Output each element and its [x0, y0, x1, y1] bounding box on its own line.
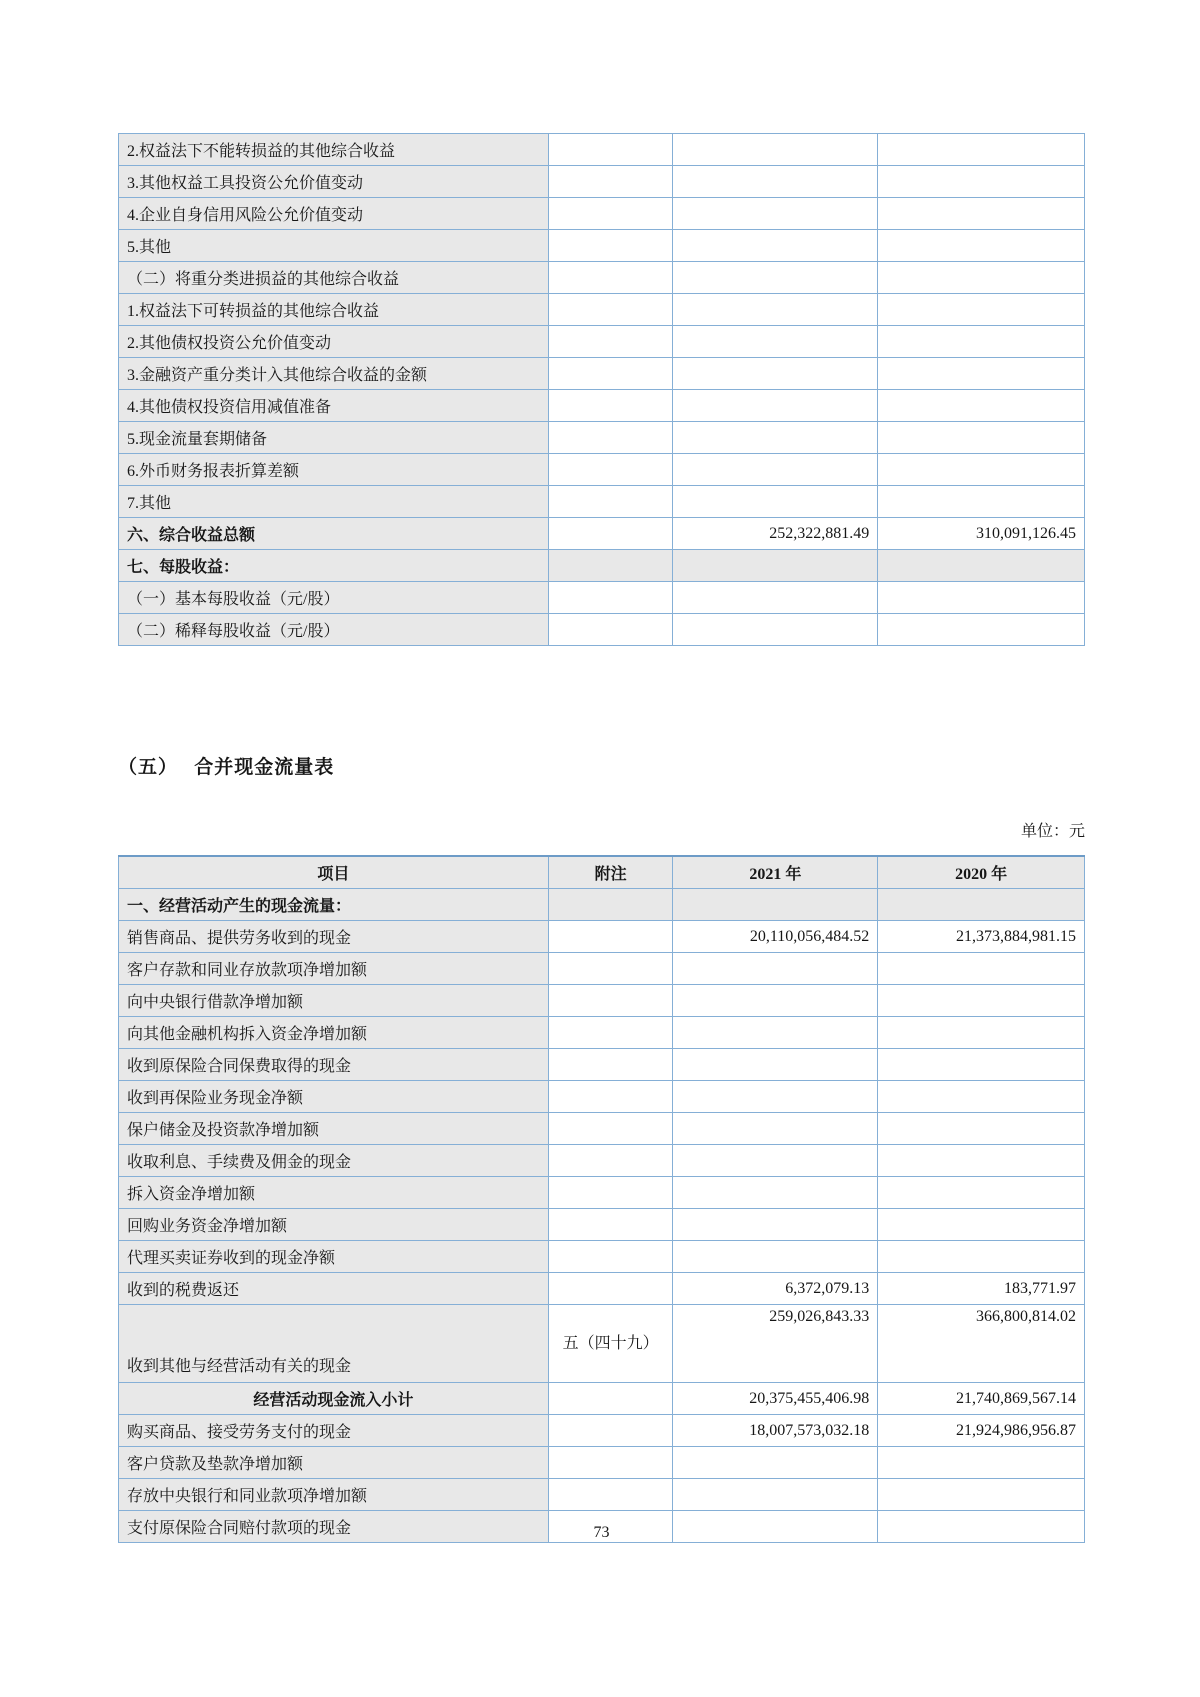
row-label: 六、综合收益总额 [119, 518, 549, 550]
section-heading: （五） 合并现金流量表 [118, 757, 335, 778]
row-value-2021 [673, 1241, 878, 1273]
row-note [548, 1049, 673, 1081]
row-label: 七、每股收益： [119, 550, 549, 582]
row-value-2021 [673, 294, 878, 326]
row-label: 经营活动现金流入小计 [119, 1383, 549, 1415]
row-value-2021 [673, 1049, 878, 1081]
comprehensive-income-table-body [119, 134, 1085, 646]
row-note [548, 1479, 673, 1511]
table-row [119, 358, 1085, 390]
row-value-2021 [673, 422, 878, 454]
row-note [548, 1415, 673, 1447]
row-value-2020: 21,373,884,981.15 [878, 921, 1085, 953]
row-value-2021 [673, 326, 878, 358]
row-value-2021: 20,375,455,406.98 [673, 1383, 878, 1415]
row-label: 5.现金流量套期储备 [119, 422, 549, 454]
header-2020: 2020 年 [878, 856, 1085, 889]
row-note [548, 262, 673, 294]
row-value-2021 [673, 953, 878, 985]
row-label: 收到再保险业务现金净额 [119, 1081, 549, 1113]
row-value-2021 [673, 262, 878, 294]
row-label: 收取利息、手续费及佣金的现金 [119, 1145, 549, 1177]
row-label: 向其他金融机构拆入资金净增加额 [119, 1017, 549, 1049]
row-value-2020 [878, 390, 1085, 422]
row-value-2021: 252,322,881.49 [673, 518, 878, 550]
row-value-2020 [878, 230, 1085, 262]
row-label: 4.企业自身信用风险公允价值变动 [119, 198, 549, 230]
row-label: 收到的税费返还 [119, 1273, 549, 1305]
table-row [119, 1241, 1085, 1273]
table-row [119, 326, 1085, 358]
row-note [548, 921, 673, 953]
table-row [119, 1145, 1085, 1177]
row-label: 2.权益法下不能转损益的其他综合收益 [119, 134, 549, 166]
row-label: 存放中央银行和同业款项净增加额 [119, 1479, 549, 1511]
row-label: 购买商品、接受劳务支付的现金 [119, 1415, 549, 1447]
table-row [119, 1447, 1085, 1479]
row-label: 3.其他权益工具投资公允价值变动 [119, 166, 549, 198]
row-label: 4.其他债权投资信用减值准备 [119, 390, 549, 422]
table-row [119, 390, 1085, 422]
row-value-2021 [673, 614, 878, 646]
row-label: 客户贷款及垫款净增加额 [119, 1447, 549, 1479]
row-value-2021 [673, 166, 878, 198]
row-note [548, 198, 673, 230]
row-value-2020 [878, 889, 1085, 921]
row-value-2020 [878, 1241, 1085, 1273]
table-row [119, 230, 1085, 262]
table-row [119, 1415, 1085, 1447]
row-label: 拆入资金净增加额 [119, 1177, 549, 1209]
table-row [119, 198, 1085, 230]
row-value-2020: 366,800,814.02 [878, 1305, 1085, 1383]
row-value-2021 [673, 486, 878, 518]
row-value-2021 [673, 198, 878, 230]
table-row [119, 921, 1085, 953]
row-note [548, 422, 673, 454]
comprehensive-income-table [118, 133, 1085, 646]
row-note [548, 454, 673, 486]
row-label: 客户存款和同业存放款项净增加额 [119, 953, 549, 985]
row-note [548, 550, 673, 582]
row-value-2020 [878, 358, 1085, 390]
row-value-2020 [878, 614, 1085, 646]
row-value-2021 [673, 134, 878, 166]
row-note [548, 230, 673, 262]
row-label: 代理买卖证券收到的现金净额 [119, 1241, 549, 1273]
row-label: 6.外币财务报表折算差额 [119, 454, 549, 486]
row-value-2021 [673, 582, 878, 614]
row-label: 1.权益法下可转损益的其他综合收益 [119, 294, 549, 326]
table-row [119, 1383, 1085, 1415]
table-row [119, 1273, 1085, 1305]
row-note [548, 1017, 673, 1049]
table-row [119, 294, 1085, 326]
row-value-2021: 18,007,573,032.18 [673, 1415, 878, 1447]
row-value-2021: 6,372,079.13 [673, 1273, 878, 1305]
row-note [548, 614, 673, 646]
row-note [548, 390, 673, 422]
row-value-2020: 183,771.97 [878, 1273, 1085, 1305]
row-value-2020 [878, 422, 1085, 454]
row-label: 收到原保险合同保费取得的现金 [119, 1049, 549, 1081]
row-value-2020 [878, 1209, 1085, 1241]
row-value-2020 [878, 454, 1085, 486]
row-value-2020 [878, 134, 1085, 166]
row-value-2020 [878, 294, 1085, 326]
row-value-2020 [878, 262, 1085, 294]
table-row [119, 1177, 1085, 1209]
row-value-2021: 259,026,843.33 [673, 1305, 878, 1383]
row-label: 保户储金及投资款净增加额 [119, 1113, 549, 1145]
row-note [548, 134, 673, 166]
row-note [548, 1177, 673, 1209]
row-note [548, 166, 673, 198]
table-row [119, 953, 1085, 985]
table-row [119, 582, 1085, 614]
row-value-2021 [673, 985, 878, 1017]
row-value-2020 [878, 1017, 1085, 1049]
row-note [548, 518, 673, 550]
header-note: 附注 [548, 856, 673, 889]
row-label: （一）基本每股收益（元/股） [119, 582, 549, 614]
row-value-2020 [878, 166, 1085, 198]
row-value-2021 [673, 358, 878, 390]
row-value-2020: 21,740,869,567.14 [878, 1383, 1085, 1415]
row-value-2021 [673, 550, 878, 582]
row-value-2020 [878, 1081, 1085, 1113]
row-note [548, 1145, 673, 1177]
row-note [548, 889, 673, 921]
table-row [119, 614, 1085, 646]
unit-label: 单位：元 [1020, 823, 1085, 840]
row-label: 向中央银行借款净增加额 [119, 985, 549, 1017]
row-label: （二）将重分类进损益的其他综合收益 [119, 262, 549, 294]
row-note [548, 294, 673, 326]
row-note [548, 1447, 673, 1479]
row-value-2021 [673, 1081, 878, 1113]
table-row [119, 262, 1085, 294]
table-row [119, 1209, 1085, 1241]
table-row [119, 1049, 1085, 1081]
row-note [548, 953, 673, 985]
row-label: 销售商品、提供劳务收到的现金 [119, 921, 549, 953]
row-note: 五（四十九） [548, 1305, 673, 1383]
table-row [119, 985, 1085, 1017]
row-value-2021 [673, 889, 878, 921]
row-value-2020 [878, 1479, 1085, 1511]
row-value-2021 [673, 1209, 878, 1241]
table-row [119, 486, 1085, 518]
row-value-2020 [878, 550, 1085, 582]
row-label: 收到其他与经营活动有关的现金 [119, 1305, 549, 1383]
row-note [548, 486, 673, 518]
row-label: 7.其他 [119, 486, 549, 518]
row-note [548, 985, 673, 1017]
row-value-2021 [673, 1113, 878, 1145]
table-row [119, 1305, 1085, 1383]
table-row [119, 1113, 1085, 1145]
row-value-2020 [878, 582, 1085, 614]
row-note [548, 582, 673, 614]
table-row [119, 454, 1085, 486]
row-label: 5.其他 [119, 230, 549, 262]
row-value-2020 [878, 1447, 1085, 1479]
row-value-2021 [673, 1177, 878, 1209]
row-label: 2.其他债权投资公允价值变动 [119, 326, 549, 358]
row-value-2021: 20,110,056,484.52 [673, 921, 878, 953]
row-note [548, 1081, 673, 1113]
table-row [119, 550, 1085, 582]
row-value-2020: 21,924,986,956.87 [878, 1415, 1085, 1447]
header-2021: 2021 年 [673, 856, 878, 889]
row-value-2020 [878, 1177, 1085, 1209]
table-row [119, 166, 1085, 198]
row-note [548, 1113, 673, 1145]
table-row [119, 889, 1085, 921]
page-number: 73 [593, 1524, 610, 1541]
table-row [119, 134, 1085, 166]
row-value-2021 [673, 1145, 878, 1177]
table-row [119, 1017, 1085, 1049]
cash-flow-table-body [119, 889, 1085, 1543]
row-label: 3.金融资产重分类计入其他综合收益的金额 [119, 358, 549, 390]
row-value-2021 [673, 454, 878, 486]
table-row [119, 1479, 1085, 1511]
table-header-row [119, 856, 1085, 889]
row-value-2020 [878, 1113, 1085, 1145]
row-note [548, 1383, 673, 1415]
row-value-2020 [878, 326, 1085, 358]
header-item: 项目 [119, 856, 549, 889]
row-note [548, 1209, 673, 1241]
row-note [548, 358, 673, 390]
row-value-2020 [878, 486, 1085, 518]
row-note [548, 326, 673, 358]
row-label: 回购业务资金净增加额 [119, 1209, 549, 1241]
row-note [548, 1273, 673, 1305]
row-label: 支付原保险合同赔付款项的现金 [119, 1511, 549, 1543]
row-value-2020 [878, 985, 1085, 1017]
row-label: 一、经营活动产生的现金流量： [119, 889, 549, 921]
row-value-2020 [878, 1049, 1085, 1081]
row-value-2021 [673, 390, 878, 422]
table-row [119, 422, 1085, 454]
row-label: （二）稀释每股收益（元/股） [119, 614, 549, 646]
row-value-2020 [878, 1145, 1085, 1177]
table-row [119, 518, 1085, 550]
cash-flow-table [118, 855, 1085, 1543]
row-value-2021 [673, 1479, 878, 1511]
row-value-2021 [673, 1447, 878, 1479]
row-note [548, 1241, 673, 1273]
row-value-2021 [673, 1017, 878, 1049]
row-value-2020: 310,091,126.45 [878, 518, 1085, 550]
row-value-2020 [878, 953, 1085, 985]
table-row [119, 1081, 1085, 1113]
row-value-2020 [878, 198, 1085, 230]
row-value-2021 [673, 230, 878, 262]
